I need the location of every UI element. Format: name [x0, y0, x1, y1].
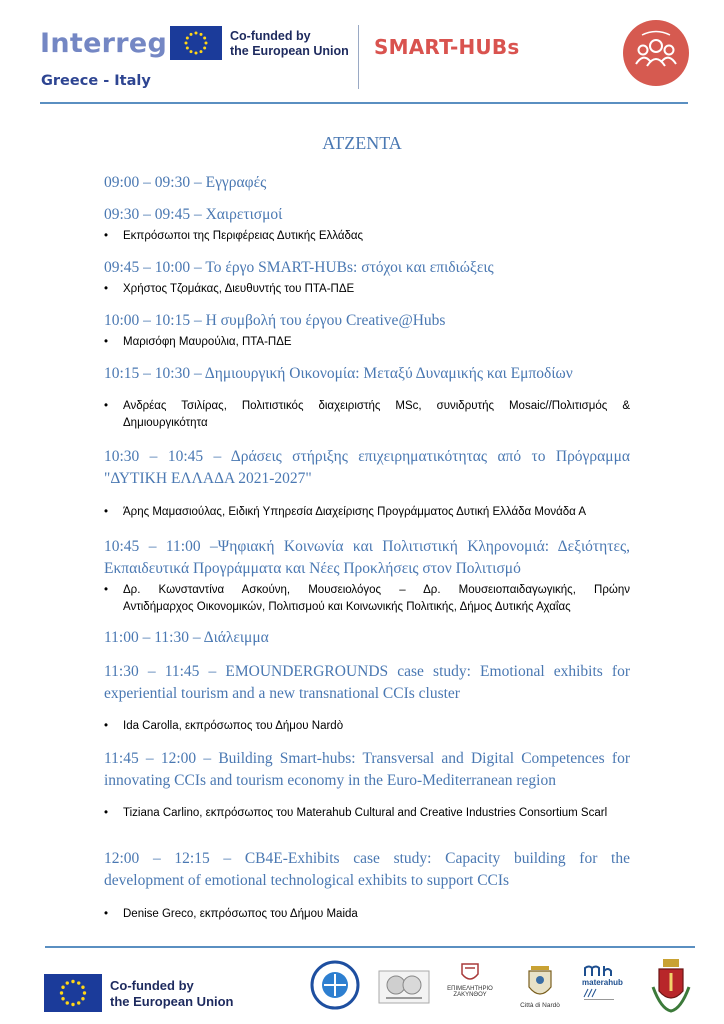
bullet-icon: •: [104, 283, 109, 295]
agenda-session-title: [104, 748, 630, 791]
materahub-mark-icon: [582, 964, 630, 978]
agenda-title: ΑΤΖΕΝΤΑ: [322, 133, 402, 153]
speaker-item: [104, 805, 630, 822]
speaker-line: Χρήστος Τζομάκας, Διευθυντής του ΠΤΑ-ΠΔΕ: [123, 283, 355, 295]
speaker-text: [123, 334, 630, 351]
crest-icon: [515, 962, 565, 1002]
agenda-session-title: [104, 363, 630, 385]
speaker-item: [104, 281, 630, 298]
agenda-session-title: [104, 172, 630, 194]
speaker-line: Δημιουργικότητα: [123, 416, 208, 429]
agenda-session-title: [104, 848, 630, 891]
zakynthos-line-2: ΖΑΚΥΝΘΟΥ: [453, 992, 487, 998]
interreg-logo-text: Interreg: [40, 28, 168, 59]
bullet-icon: •: [104, 506, 109, 518]
agenda-session-title: [104, 310, 630, 332]
cofunded-line-1: Co-funded by: [110, 978, 194, 993]
speaker-line: Ida Carolla, εκπρόσωπος του Δήμου Nardò: [123, 720, 344, 732]
speaker-text: [123, 228, 630, 245]
speaker-line: Denise Greco, εκπρόσωπος του Δήμου Maida: [123, 908, 358, 920]
speaker-text: [123, 582, 630, 615]
speaker-item: [104, 718, 630, 735]
speaker-item: [104, 582, 630, 615]
zakynthos-chamber-logo: [445, 962, 495, 998]
speaker-item: [104, 334, 630, 351]
materahub-logo: [582, 964, 630, 1001]
speaker-line: Αντιδήμαρχος Οικονομικών, Πολιτισμού και Κοινωνικής Πολιτικής, Δήμος Δυτικής Αχαΐας: [123, 600, 571, 613]
agenda-session-title: [104, 204, 630, 226]
project-name: SMART-HUBs: [374, 35, 520, 59]
session-line: 11:30 – 11:45 – EMOUNDERGROUNDS case study: Emotional exhibits for: [104, 663, 630, 680]
session-line: 10:45 – 11:00 –Ψηφιακή Κοινωνία και Πολιτιστική Κληρονομιά: Δεξιότητες,: [104, 538, 630, 555]
speaker-line: Άρης Μαμασιούλας, Ειδική Υπηρεσία Διαχείρισης Προγράμματος Δυτική Ελλάδα Μονάδα Α: [123, 506, 587, 518]
session-line: 09:45 – 10:00 – Το έργο SMART-HUBs: στόχοι και επιδιώξεις: [104, 259, 494, 276]
speaker-text: [123, 281, 630, 298]
eu-flag-icon: [44, 974, 102, 1012]
speaker-item: [104, 504, 630, 521]
bullet-icon: •: [104, 584, 109, 596]
session-line: 09:30 – 09:45 – Χαιρετισμοί: [104, 206, 283, 223]
agenda-session-title: [104, 257, 630, 279]
speaker-line: Εκπρόσωποι της Περιφέρειας Δυτικής Ελλάδας: [123, 230, 364, 242]
people-group-icon: [623, 20, 689, 86]
speaker-line: Δρ. Κωνσταντίνα Ασκούνη, Μουσειολόγος – Δρ. Μουσειοπαιδαγωγικής, Πρώην: [123, 584, 630, 596]
speaker-item: [104, 228, 630, 245]
nardo-logo: [515, 962, 565, 1009]
maida-crest-icon: [647, 957, 695, 1015]
materahub-label: materahub: [582, 978, 623, 987]
session-line: 12:00 – 12:15 – CB4E-Exhibits case study: Capacity building for the: [104, 850, 630, 867]
bullet-icon: •: [104, 400, 109, 412]
nardo-label: Città di Nardò: [520, 1002, 560, 1009]
zakynthos-line-1: ΕΠΙΜΕΛΗΤΗΡΙΟ: [447, 986, 493, 992]
cofunded-line-1: Co-funded by: [230, 29, 311, 43]
footer-rule: [45, 946, 695, 948]
bullet-icon: •: [104, 807, 109, 819]
shield-icon: [445, 962, 495, 986]
bullet-icon: •: [104, 336, 109, 348]
materahub-slashes-icon: [582, 987, 630, 1001]
programme-region: Greece - Italy: [41, 73, 151, 89]
agenda-session-title: [104, 627, 630, 649]
cofunded-line-2: the European Union: [110, 993, 234, 1009]
speaker-text: [123, 718, 630, 735]
speaker-text: [123, 805, 630, 822]
agenda-session-title: [104, 536, 630, 579]
session-line: 11:00 – 11:30 – Διάλειμμα: [104, 629, 269, 646]
bullet-icon: •: [104, 720, 109, 732]
session-line: experiential tourism and a new transnational CCIs cluster: [104, 684, 460, 702]
agenda-session-title: [104, 661, 630, 704]
session-line: Εκπαιδευτικά Προγράμματα και Νέες Προκλήσεις στον Πολιτισμό: [104, 559, 521, 577]
header-divider: [358, 25, 359, 89]
session-line: 09:00 – 09:30 – Εγγραφές: [104, 174, 267, 191]
header-rule: [40, 102, 688, 104]
session-line: "ΔΥΤΙΚΗ ΕΛΛΑΔΑ 2021-2027": [104, 469, 312, 487]
session-line: 10:00 – 10:15 – Η συμβολή του έργου Creative@Hubs: [104, 312, 446, 329]
session-line: 11:45 – 12:00 – Building Smart-hubs: Transversal and Digital Competences for: [104, 750, 630, 767]
eu-flag-icon: [170, 26, 222, 60]
speaker-text: [123, 398, 630, 431]
speaker-item: [104, 906, 630, 923]
bullet-icon: •: [104, 230, 109, 242]
speaker-text: [123, 504, 630, 521]
agenda-session-title: [104, 446, 630, 489]
session-line: 10:15 – 10:30 – Δημιουργική Οικονομία: Μεταξύ Δυναμικής και Εμποδίων: [104, 365, 573, 382]
speaker-line: Tiziana Carlino, εκπρόσωπος του Materahub Cultural and Creative Industries Consortium Scarl: [123, 807, 608, 819]
cofunded-line-2: the European Union: [230, 43, 349, 58]
session-line: innovating CCIs and tourism economy in the Euro-Mediterranean region: [104, 771, 556, 789]
speaker-line: Ανδρέας Τσιλίρας, Πολιτιστικός διαχειριστής MSc, συνιδρυτής Mosaic//Πολιτισμός &: [123, 400, 630, 412]
bullet-icon: •: [104, 908, 109, 920]
session-line: 10:30 – 10:45 – Δράσεις στήριξης επιχειρηματικότητας από το Πρόγραμμα: [104, 448, 630, 465]
cofunded-footer: [110, 978, 234, 1009]
session-line: development of emotional technological exhibits to support CCIs: [104, 871, 510, 889]
speaker-text: [123, 906, 630, 923]
speaker-line: Μαρισόφη Μαυρούλια, ΠΤΑ-ΠΔΕ: [123, 336, 292, 348]
development-agency-logo-icon: [310, 960, 360, 1010]
chamber-seal-logo-icon: [378, 970, 430, 1004]
speaker-item: [104, 398, 630, 431]
cofunded-header: [230, 29, 349, 58]
